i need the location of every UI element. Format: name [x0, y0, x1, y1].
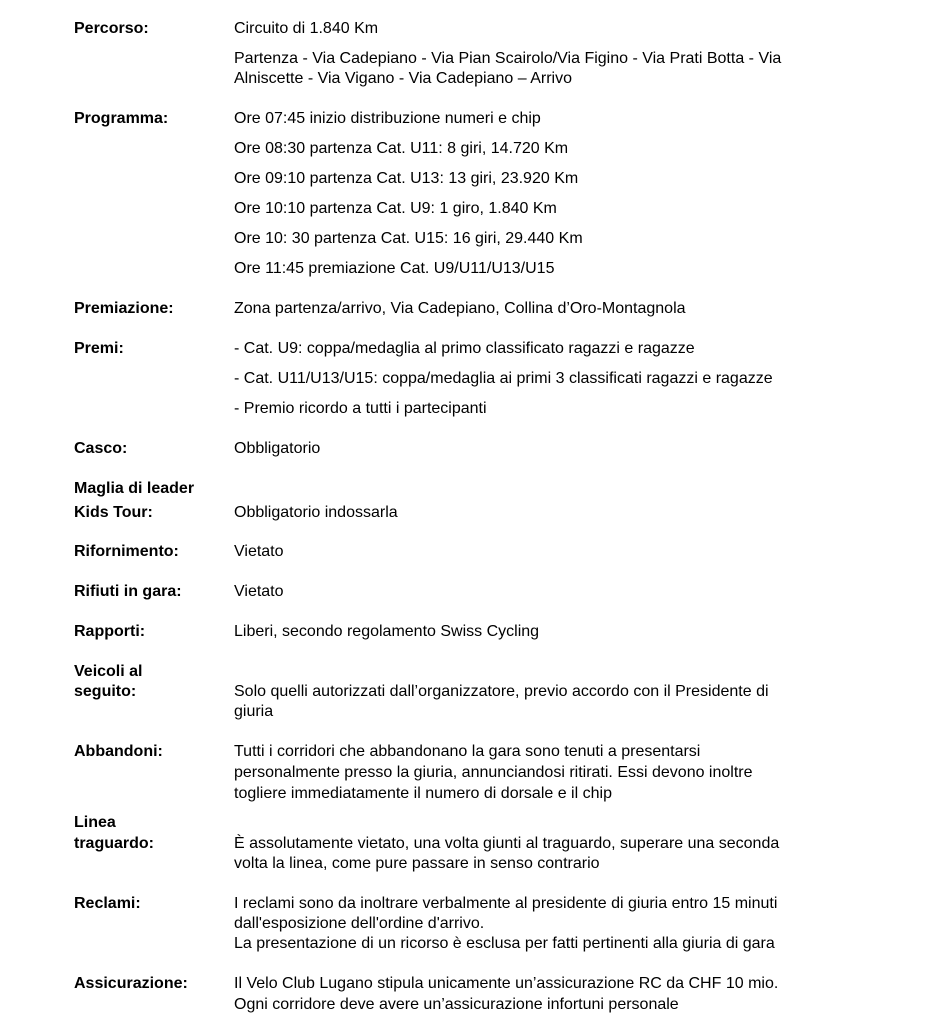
programma-item: Ore 11:45 premiazione Cat. U9/U11/U13/U15 — [234, 260, 555, 277]
abbandoni-value-line2: personalmente presso la giuria, annunciandosi ritirati. Essi devono inoltre — [234, 764, 753, 781]
rifiuti-label: Rifiuti in gara: — [74, 583, 182, 600]
abbandoni-value-line3: togliere immediatamente il numero di dorsale e il chip — [234, 785, 612, 802]
rifiuti-value: Vietato — [234, 583, 284, 600]
premi-label: Premi: — [74, 340, 124, 357]
programma-label: Programma: — [74, 110, 169, 127]
linea-label-line2: traguardo: — [74, 835, 154, 852]
assicurazione-label: Assicurazione: — [74, 975, 188, 992]
veicoli-label-line2: seguito: — [74, 683, 137, 700]
reclami-value-line1: I reclami sono da inoltrare verbalmente al presidente di giuria entro 15 minuti — [234, 895, 778, 912]
premiazione-value: Zona partenza/arrivo, Via Cadepiano, Collina d’Oro-Montagnola — [234, 300, 686, 317]
maglia-value: Obbligatorio indossarla — [234, 504, 398, 521]
programma-item: Ore 07:45 inizio distribuzione numeri e chip — [234, 110, 541, 127]
premi-item: - Cat. U9: coppa/medaglia al primo classificato ragazzi e ragazze — [234, 340, 695, 357]
veicoli-label-line1: Veicoli al — [74, 663, 143, 680]
veicoli-value-line2: giuria — [234, 703, 274, 720]
programma-item: Ore 10: 30 partenza Cat. U15: 16 giri, 29.440 Km — [234, 230, 583, 247]
linea-value-line1: È assolutamente vietato, una volta giunti al traguardo, superare una seconda — [234, 835, 780, 852]
maglia-label-line2: Kids Tour: — [74, 504, 153, 521]
programma-item: Ore 09:10 partenza Cat. U13: 13 giri, 23.920 Km — [234, 170, 579, 187]
reclami-value-line2: dall'esposizione dell'ordine d'arrivo. — [234, 915, 485, 932]
premiazione-label: Premiazione: — [74, 300, 174, 317]
rapporti-label: Rapporti: — [74, 623, 146, 640]
percorso-circuit: Circuito di 1.840 Km — [234, 20, 379, 37]
abbandoni-label: Abbandoni: — [74, 743, 163, 760]
rifornimento-value: Vietato — [234, 543, 284, 560]
percorso-label: Percorso: — [74, 20, 149, 37]
percorso-route-line1: Partenza - Via Cadepiano - Via Pian Scairolo/Via Figino - Via Prati Botta - Via — [234, 50, 782, 67]
rifornimento-label: Rifornimento: — [74, 543, 179, 560]
veicoli-value-line1: Solo quelli autorizzati dall’organizzatore, previo accordo con il Presidente di — [234, 683, 769, 700]
assicurazione-value-line2: Ogni corridore deve avere un’assicurazione infortuni personale — [234, 996, 679, 1013]
premi-item: - Premio ricordo a tutti i partecipanti — [234, 400, 487, 417]
linea-value-line2: volta la linea, come pure passare in senso contrario — [234, 855, 600, 872]
assicurazione-value-line1: Il Velo Club Lugano stipula unicamente un’assicurazione RC da CHF 10 mio. — [234, 975, 779, 992]
reclami-value-line3: La presentazione di un ricorso è esclusa per fatti pertinenti alla giuria di gara — [234, 935, 775, 952]
linea-label-line1: Linea — [74, 814, 116, 831]
reclami-label: Reclami: — [74, 895, 141, 912]
abbandoni-value-line1: Tutti i corridori che abbandonano la gara sono tenuti a presentarsi — [234, 743, 701, 760]
programma-item: Ore 08:30 partenza Cat. U11: 8 giri, 14.720 Km — [234, 140, 569, 157]
rapporti-value: Liberi, secondo regolamento Swiss Cycling — [234, 623, 540, 640]
maglia-label-line1: Maglia di leader — [74, 480, 195, 497]
percorso-route-line2: Alniscette - Via Vigano - Via Cadepiano – Arrivo — [234, 70, 572, 87]
premi-item: - Cat. U11/U13/U15: coppa/medaglia ai primi 3 classificati ragazzi e ragazze — [234, 370, 773, 387]
casco-value: Obbligatorio — [234, 440, 321, 457]
programma-item: Ore 10:10 partenza Cat. U9: 1 giro, 1.840 Km — [234, 200, 557, 217]
casco-label: Casco: — [74, 440, 128, 457]
